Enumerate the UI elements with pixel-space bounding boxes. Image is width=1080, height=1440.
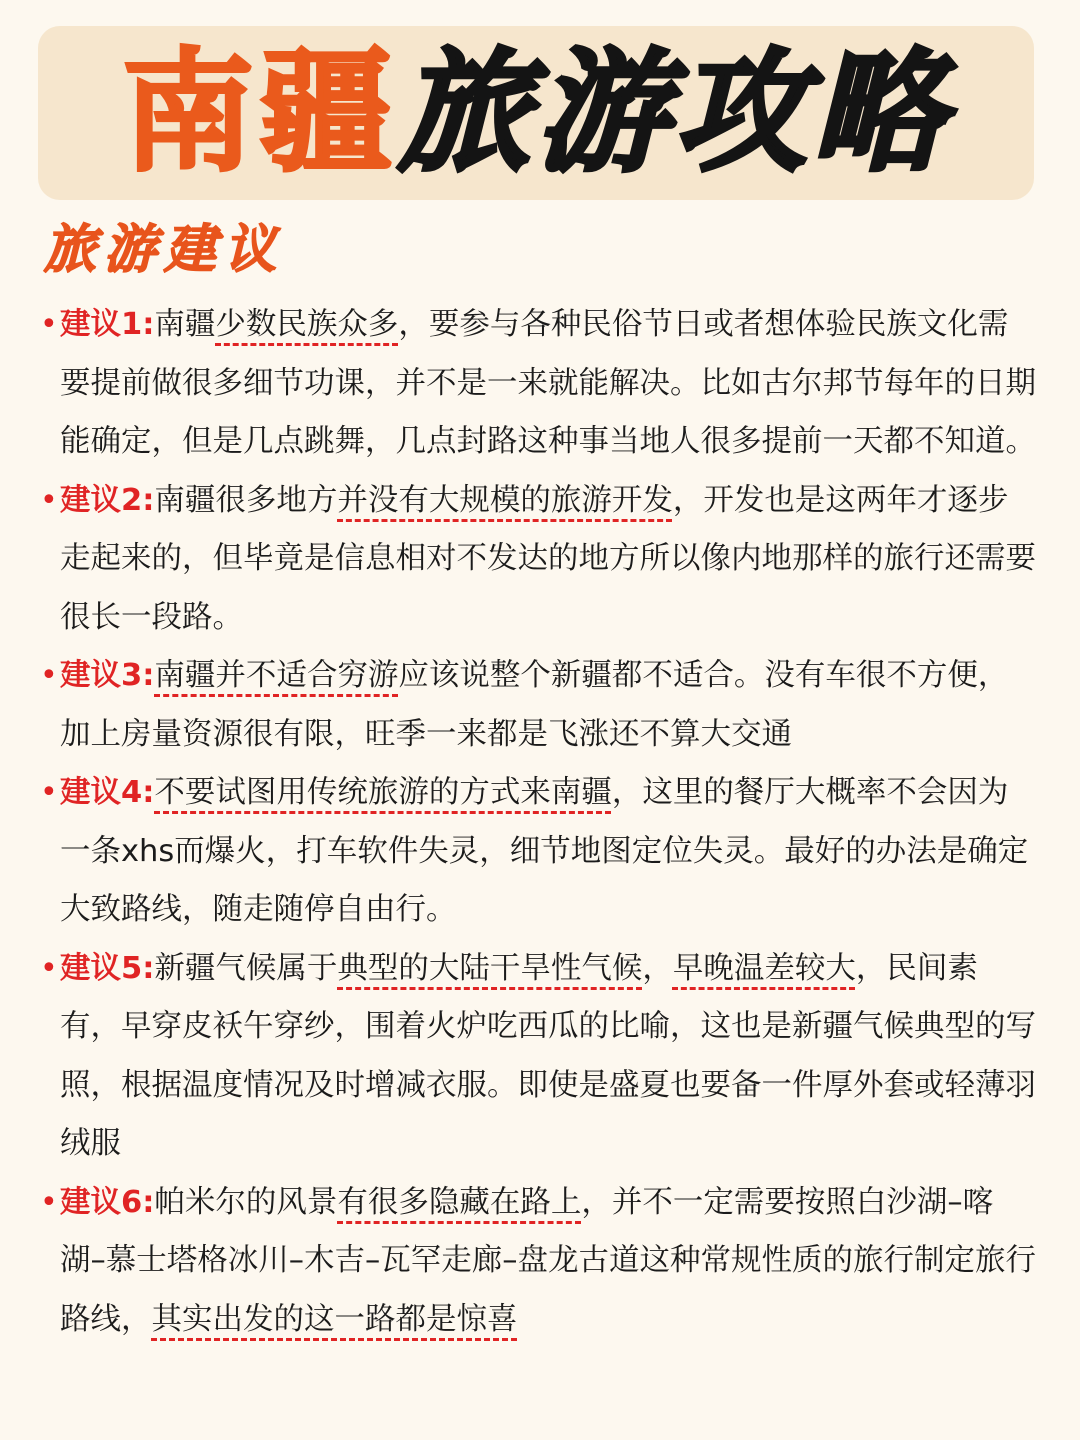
- tip-item: [40, 1174, 1036, 1350]
- tips-list: [40, 296, 1036, 1349]
- tip-label: 建议5:: [60, 950, 155, 986]
- bullet-dot-icon: •: [40, 950, 58, 986]
- tip-item: [40, 647, 1036, 764]
- tip-label: 建议6:: [60, 1184, 155, 1220]
- tip-highlight: 其实出发的这一路都是惊喜: [151, 1301, 518, 1337]
- tip-item: [40, 764, 1036, 940]
- tip-highlight: 并没有大规模的旅游开发: [337, 482, 673, 518]
- tip-label: 建议3:: [60, 658, 155, 693]
- tip-item: [40, 296, 1036, 472]
- title-main: 旅游攻略: [398, 35, 950, 190]
- page-title: [122, 35, 950, 190]
- tip-text: 帕米尔的风景: [154, 1184, 338, 1220]
- bullet-dot-icon: •: [40, 658, 58, 693]
- tip-highlight: 有很多隐藏在路上: [337, 1184, 582, 1220]
- section-heading: 旅游建议: [44, 219, 285, 280]
- title-banner: [38, 26, 1034, 200]
- tip-text: ，民间素有，早穿皮袄午穿纱，围着火炉吃西瓜的比喻，这也是新疆气候典型的写照，根据温度情况及时增减衣服。即使是盛夏也要备一件厚外套或轻薄羽绒服: [60, 950, 1036, 1161]
- tip-label: 建议4:: [60, 775, 155, 810]
- tip-text: 新疆气候属于: [154, 950, 338, 986]
- tip-highlight: 早晚温差较大: [672, 950, 856, 986]
- tip-text: ，要参与各种民俗节日或者想体验民族文化需要提前做很多细节功课，并不是一来就能解决。比如古尔邦节每年的日期能确定，但是几点跳舞，几点封路这种事当地人很多提前一天都不知道。: [60, 307, 1036, 459]
- tip-highlight: 少数民族众多: [215, 307, 399, 342]
- tip-text: ，这里的餐厅大概率不会因为一条xhs而爆火，打车软件失灵，细节地图定位失灵。最好的办法是确定大致路线，随走随停自由行。: [60, 775, 1029, 927]
- tip-text: ，并不一定需要按照白沙湖–喀湖–慕士塔格冰川–木吉–瓦罕走廊–盘龙古道这种常规性质的旅行制定旅行路线，: [60, 1184, 1036, 1337]
- bullet-dot-icon: •: [40, 307, 58, 342]
- bullet-dot-icon: •: [40, 482, 58, 518]
- tip-text: 南疆: [154, 307, 216, 342]
- tip-label: 建议2:: [60, 482, 155, 518]
- bullet-dot-icon: •: [40, 1184, 58, 1220]
- title-accent: 南疆: [122, 35, 398, 190]
- tip-text: ，: [642, 950, 673, 986]
- tip-item: [40, 940, 1036, 1174]
- tip-highlight: 不要试图用传统旅游的方式来南疆: [154, 775, 612, 810]
- bullet-dot-icon: •: [40, 775, 58, 810]
- tip-text: 南疆很多地方: [154, 482, 338, 518]
- tip-highlight: 典型的大陆干旱性气候: [337, 950, 643, 986]
- tip-item: [40, 472, 1036, 648]
- tip-text: ，开发也是这两年才逐步走起来的，但毕竟是信息相对不发达的地方所以像内地那样的旅行还需要很长一段路。: [60, 482, 1036, 635]
- tip-highlight: 南疆并不适合穷游: [154, 658, 399, 693]
- tip-text: 应该说整个新疆都不适合。没有车很不方便，加上房量资源很有限，旺季一来都是飞涨还不算大交通: [60, 658, 1009, 752]
- tip-label: 建议1:: [60, 307, 155, 342]
